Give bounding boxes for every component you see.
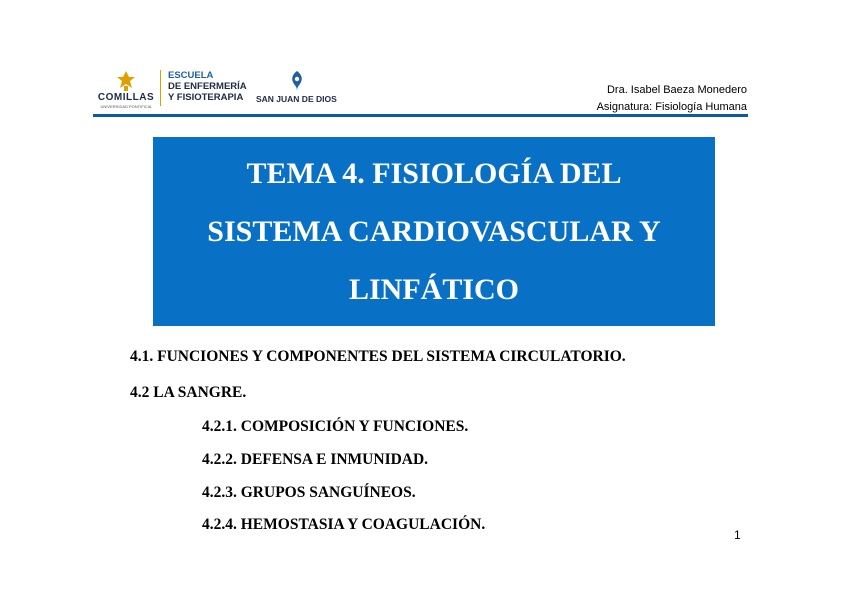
comillas-logo-word: COMILLAS — [97, 92, 155, 103]
slide-header — [0, 0, 848, 120]
comillas-logo-sub: UNIVERSIDAD PONTIFICIA — [100, 104, 152, 109]
comillas-logo — [97, 70, 155, 114]
toc-subitem: 4.2.1. COMPOSICIÓN Y FUNCIONES. — [202, 418, 469, 435]
logo-divider — [160, 70, 161, 106]
toc-subitem: 4.2.3. GRUPOS SANGUÍNEOS. — [202, 484, 416, 501]
page-number: 1 — [734, 528, 741, 542]
escuela-logo-line1: ESCUELA — [168, 70, 214, 81]
title-line: SISTEMA CARDIOVASCULAR Y — [207, 214, 661, 248]
title-line: TEMA 4. FISIOLOGÍA DEL — [246, 156, 622, 190]
escuela-logo-line2: DE ENFERMERÍA — [168, 81, 247, 92]
author-block — [597, 82, 747, 116]
title-line: LINFÁTICO — [348, 272, 520, 306]
sjd-emblem-icon — [288, 70, 306, 92]
header-rule — [93, 114, 748, 117]
author-name: Dra. Isabel Baeza Monedero — [606, 84, 747, 96]
toc-item: 4.1. FUNCIONES Y COMPONENTES DEL SISTEMA CIRCULATORIO. — [130, 348, 626, 365]
comillas-emblem-icon — [115, 70, 137, 92]
subject-name: Asignatura: Fisiología Humana — [596, 101, 747, 113]
toc-subitem: 4.2.4. HEMOSTASIA Y COAGULACIÓN. — [202, 516, 486, 533]
toc-item: 4.2 LA SANGRE. — [130, 384, 247, 401]
sjd-logo-word: SAN JUAN DE DIOS — [256, 94, 337, 104]
title-box — [153, 137, 715, 326]
san-juan-de-dios-logo — [256, 70, 346, 110]
toc-subitem: 4.2.2. DEFENSA E INMUNIDAD. — [202, 451, 429, 468]
escuela-logo-line3: Y FISIOTERAPIA — [168, 92, 244, 103]
escuela-logo — [168, 70, 247, 103]
